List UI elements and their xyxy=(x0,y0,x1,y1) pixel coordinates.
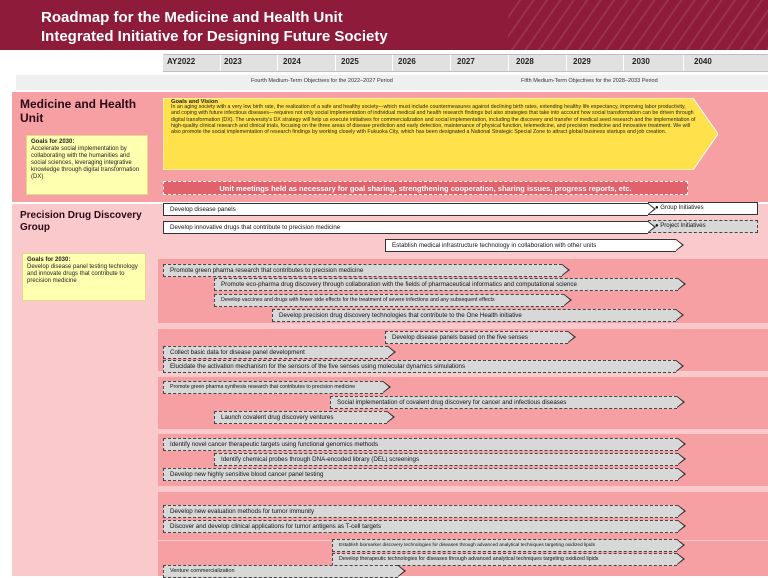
vision-text: In an aging society with a very low birth rate, the realization of a safe and healthy society—which must include countermeasures against declining birth rates, extending healthy life expectancy, improving labor productivity, and coping with future infectious diseases—requires not only social implementation of individual medical and health research findings but also strategies that take into account how social transformation can be driven through digital transformation (DX). The university's DX strategy will help us execute initiatives for commercialization and social implementation, including the discovery and transfer of medical seed research and the implementation of high-quality clinical research and clinical trials, focusing on the three areas of disease prediction and early detection, maintenance of physical function, telemedicine, and precision medicine and innovative treatment. We will also promote the social implementation of research findings by working closely with Fukuoka City, which has been designated a National Strategic Special Zone to attract global business startups and job creation. xyxy=(171,104,696,136)
year-label: 2029 xyxy=(573,57,591,66)
year-label: 2024 xyxy=(283,57,301,66)
roadmap-bar xyxy=(330,396,677,409)
roadmap-bar xyxy=(214,278,678,291)
roadmap-bar xyxy=(385,331,568,344)
year-label: 2023 xyxy=(224,57,242,66)
header-banner xyxy=(0,0,768,50)
bar-label: Develop disease panels xyxy=(170,206,236,213)
roadmap-bar xyxy=(163,505,678,518)
bar-label: Discover and develop clinical applications for tumor antigens as T-cell targets xyxy=(170,523,382,530)
roadmap-bar xyxy=(332,539,677,552)
bar-label: Establish biomarker discovery technologies for diseases through advanced analytical techniques targeting oxidized lipids xyxy=(339,543,595,548)
year-label: 2030 xyxy=(632,57,650,66)
bar-label: Launch covalent drug discovery ventures xyxy=(221,414,334,421)
roadmap-bar xyxy=(163,468,678,481)
unit-goals-text: Accelerate social implementation by collaborating with the humanities and social sciences, leveraging integrative knowledge through digital transformation (DX) xyxy=(31,146,140,180)
group-goals-text: Develop disease panel testing technology and innovate drugs that contribute to precision medicine xyxy=(27,264,138,284)
title-line-2: Integrated Initiative for Designing Future Society xyxy=(41,28,388,45)
bar-label: Social implementation of covalent drug discovery for cancer and infectious diseases xyxy=(337,399,567,406)
period-fifth: Fifth Medium-Term Objectives for the 2028–2033 Period xyxy=(521,78,658,84)
period-row xyxy=(16,75,768,90)
year-axis xyxy=(163,54,768,72)
bar-label: Promote green pharma research that contributes to precision medicine xyxy=(170,267,364,274)
bar-label: Develop therapeutic technologies for diseases through advanced analytical techniques targeting oxidized lipids xyxy=(339,556,599,562)
header-stripes xyxy=(508,0,768,50)
meeting-banner: Unit meetings held as necessary for goal sharing, strengthening cooperation, sharing issues, progress reports, etc. xyxy=(163,181,688,195)
bar-label: Promote eco-pharma drug discovery through collaboration with the fields of pharmaceutical informatics and computational science xyxy=(221,281,577,288)
legend-project: ● Project Initiatives xyxy=(648,220,758,233)
bar-label: Develop disease panels based on the five senses xyxy=(392,334,528,341)
roadmap-bar xyxy=(163,221,648,234)
roadmap-bar xyxy=(163,264,562,277)
unit-title: Medicine and Health Unit xyxy=(20,97,137,125)
bar-label: Develop innovative drugs that contribute to precision medicine xyxy=(170,224,341,231)
year-label: 2028 xyxy=(516,57,534,66)
roadmap-bar xyxy=(163,203,648,216)
bar-label: Establish medical infrastructure technology in collaboration with other units xyxy=(392,242,597,249)
roadmap-bar xyxy=(272,309,676,322)
title-line-1: Roadmap for the Medicine and Health Unit xyxy=(41,9,343,26)
roadmap-bar xyxy=(163,360,676,373)
bar-label: Venture commercialization xyxy=(170,568,235,574)
legend-group: ● Group Initiatives xyxy=(648,202,758,215)
bar-label: Develop vaccines and drugs with fewer side effects for the treatment of severe infections and any subsequent effects xyxy=(221,297,495,303)
roadmap-bar xyxy=(163,520,678,533)
year-label: AY2022 xyxy=(167,57,196,66)
year-label: 2040 xyxy=(694,57,712,66)
roadmap-bar xyxy=(163,346,388,359)
vision-heading: Goals and Vision xyxy=(171,99,218,105)
bar-label: Develop precision drug discovery technologies that contribute to the One Health initiative xyxy=(279,312,522,319)
roadmap-bar xyxy=(163,565,398,578)
bar-label: Collect basic data for disease panel development xyxy=(170,349,305,356)
bar-label: Develop new highly sensitive blood cancer panel testing xyxy=(170,471,324,478)
bar-label: Develop new evaluation methods for tumor immunity xyxy=(170,508,315,515)
bar-label: Elucidate the activation mechanism for the sensors of the five senses using molecular dynamics simulations xyxy=(170,363,466,370)
roadmap-bar xyxy=(385,239,676,252)
year-label: 2026 xyxy=(398,57,416,66)
roadmap-bar xyxy=(214,294,564,307)
group-title: Precision Drug Discovery Group xyxy=(20,210,142,233)
roadmap-bar xyxy=(163,438,678,451)
year-label: 2025 xyxy=(341,57,359,66)
unit-goals-box xyxy=(26,135,148,195)
bar-label: Promote green pharma synthesis research that contributes to precision medicine xyxy=(170,384,356,390)
unit-goals-label: Goals for 2030: xyxy=(31,139,75,145)
group-goals-box xyxy=(22,253,146,301)
roadmap-bar xyxy=(214,411,387,424)
period-fourth: Fourth Medium-Term Objectives for the 2022–2027 Period xyxy=(251,78,393,84)
bar-label: Identify novel cancer therapeutic targets using functional genomics methods xyxy=(170,441,379,448)
group-goals-label: Goals for 2030: xyxy=(27,257,71,263)
year-label: 2027 xyxy=(457,57,475,66)
bar-label: Identify chemical probes through DNA-encoded library (DEL) screenings xyxy=(221,456,420,463)
roadmap-bar xyxy=(214,453,678,466)
roadmap-bar xyxy=(163,381,383,394)
